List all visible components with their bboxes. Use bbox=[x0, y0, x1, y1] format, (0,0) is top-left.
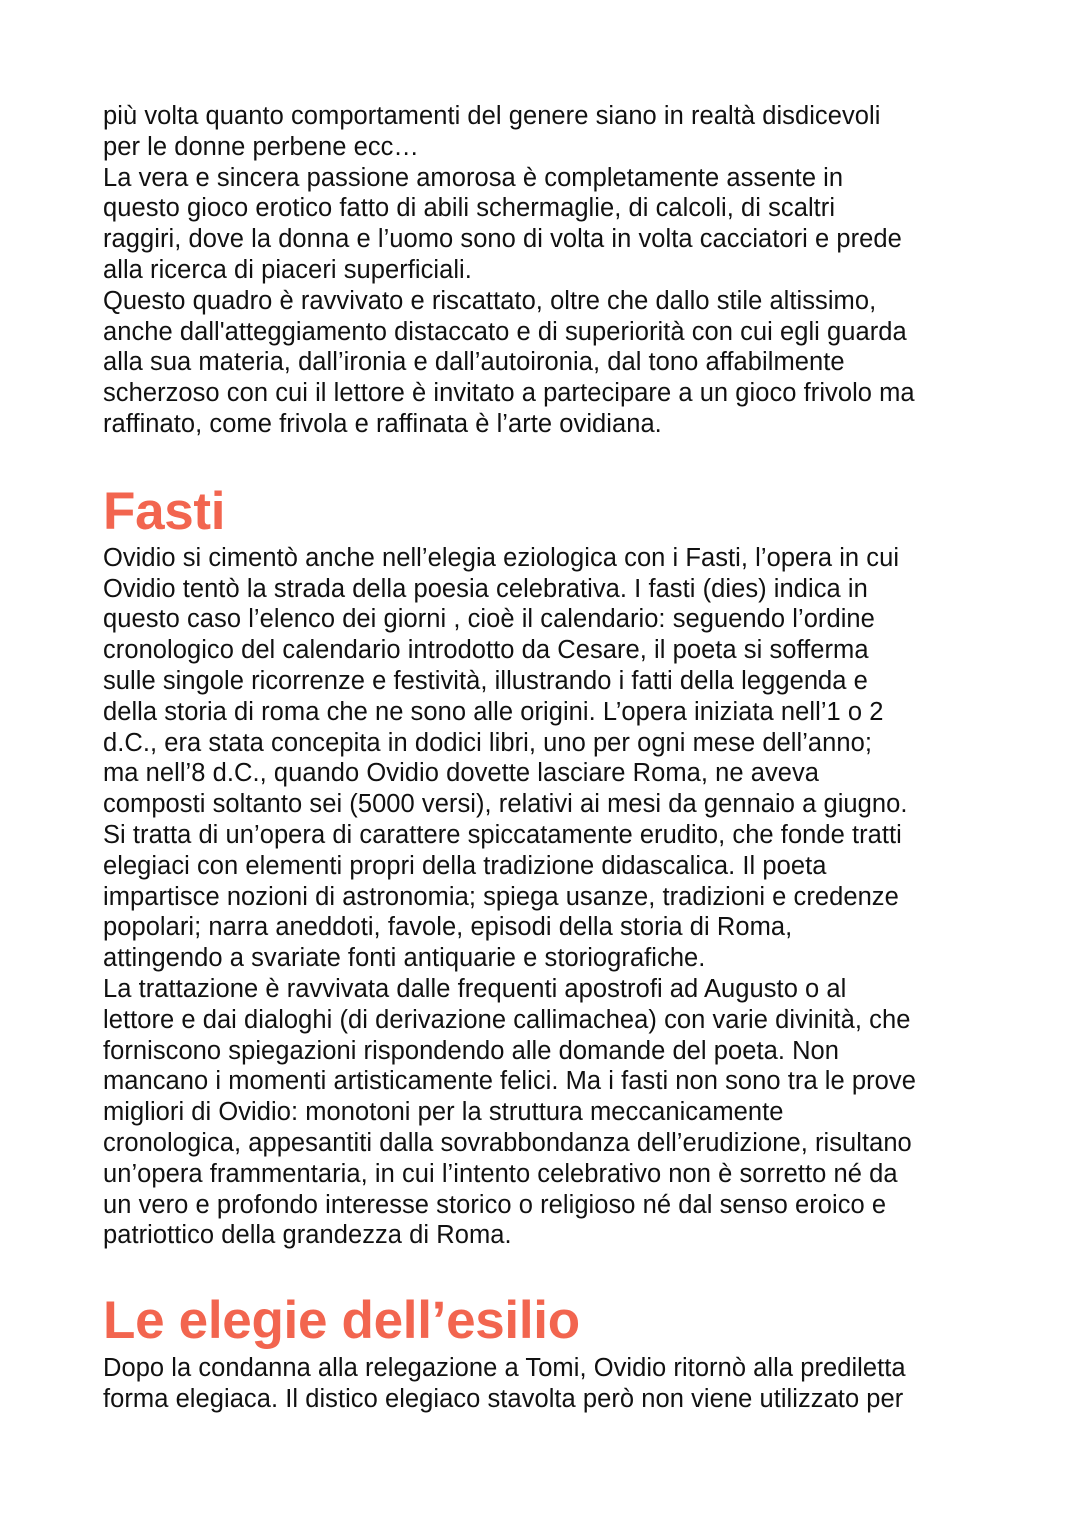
text-line: elegiaci con elementi propri della tradizione didascalica. Il poeta bbox=[103, 851, 827, 880]
text-line: Dopo la condanna alla relegazione a Tomi, Ovidio ritornò alla prediletta bbox=[103, 1354, 906, 1383]
text-line: forniscono spiegazioni rispondendo alle domande del poeta. Non bbox=[103, 1036, 840, 1065]
section-heading-fasti: Fasti bbox=[103, 481, 226, 541]
text-line: impartisce nozioni di astronomia; spiega usanze, tradizioni e credenze bbox=[103, 882, 899, 911]
text-line: alla ricerca di piaceri superficiali. bbox=[103, 255, 472, 284]
text-line: composti soltanto sei (5000 versi), relativi ai mesi da gennaio a giugno. bbox=[103, 790, 908, 819]
fasti-paragraph bbox=[103, 543, 993, 1251]
text-line: patriottico della grandezza di Roma. bbox=[103, 1221, 512, 1250]
text-line: per le donne perbene ecc… bbox=[103, 132, 419, 161]
esilio-paragraph bbox=[103, 1353, 993, 1415]
text-line: raffinato, come frivola e raffinata è l’arte ovidiana. bbox=[103, 409, 662, 438]
text-line: cronologico del calendario introdotto da Cesare, il poeta si sofferma bbox=[103, 636, 869, 665]
text-line: sulle singole ricorrenze e festività, illustrando i fatti della leggenda e bbox=[103, 666, 868, 695]
text-line: questo gioco erotico fatto di abili schermaglie, di calcoli, di scaltri bbox=[103, 194, 836, 223]
text-line: raggiri, dove la donna e l’uomo sono di volta in volta cacciatori e prede bbox=[103, 225, 902, 254]
text-line: mancano i momenti artisticamente felici. Ma i fasti non sono tra le prove bbox=[103, 1067, 916, 1096]
text-line: della storia di roma che ne sono alle origini. L’opera iniziata nell’1 o 2 bbox=[103, 697, 884, 726]
text-line: Ovidio tentò la strada della poesia celebrativa. I fasti (dies) indica in bbox=[103, 574, 868, 603]
text-line: alla sua materia, dall’ironia e dall’autoironia, dal tono affabilmente bbox=[103, 348, 845, 377]
intro-paragraph bbox=[103, 101, 993, 440]
text-line: La vera e sincera passione amorosa è completamente assente in bbox=[103, 163, 844, 192]
text-line: cronologica, appesantiti dalla sovrabbondanza dell’erudizione, risultano bbox=[103, 1128, 912, 1157]
text-line: attingendo a svariate fonti antiquarie e storiografiche. bbox=[103, 944, 706, 973]
text-line: questo caso l’elenco dei giorni , cioè il calendario: seguendo l’ordine bbox=[103, 605, 875, 634]
text-line: d.C., era stata concepita in dodici libri, uno per ogni mese dell’anno; bbox=[103, 728, 872, 757]
text-line: anche dall'atteggiamento distaccato e di superiorità con cui egli guarda bbox=[103, 317, 907, 346]
text-line: un vero e profondo interesse storico o religioso né dal senso eroico e bbox=[103, 1190, 887, 1219]
text-line: scherzoso con cui il lettore è invitato a partecipare a un gioco frivolo ma bbox=[103, 379, 915, 408]
text-line: La trattazione è ravvivata dalle frequenti apostrofi ad Augusto o al bbox=[103, 974, 847, 1003]
text-line: Si tratta di un’opera di carattere spiccatamente erudito, che fonde tratti bbox=[103, 820, 902, 849]
document-page bbox=[103, 101, 993, 1415]
text-line: un’opera frammentaria, in cui l’intento celebrativo non è sorretto né da bbox=[103, 1159, 898, 1188]
text-line: più volta quanto comportamenti del genere siano in realtà disdicevoli bbox=[103, 102, 881, 130]
text-line: Questo quadro è ravvivato e riscattato, oltre che dallo stile altissimo, bbox=[103, 286, 877, 315]
text-line: lettore e dai dialoghi (di derivazione callimachea) con varie divinità, che bbox=[103, 1005, 911, 1034]
text-line: migliori di Ovidio: monotoni per la struttura meccanicamente bbox=[103, 1098, 784, 1127]
text-line: forma elegiaca. Il distico elegiaco stavolta però non viene utilizzato per bbox=[103, 1384, 904, 1413]
section-heading-esilio: Le elegie dell’esilio bbox=[103, 1291, 580, 1351]
text-line: ma nell’8 d.C., quando Ovidio dovette lasciare Roma, ne aveva bbox=[103, 759, 820, 788]
text-line: Ovidio si cimentò anche nell’elegia eziologica con i Fasti, l’opera in cui bbox=[103, 543, 900, 572]
text-line: popolari; narra aneddoti, favole, episodi della storia di Roma, bbox=[103, 913, 793, 942]
